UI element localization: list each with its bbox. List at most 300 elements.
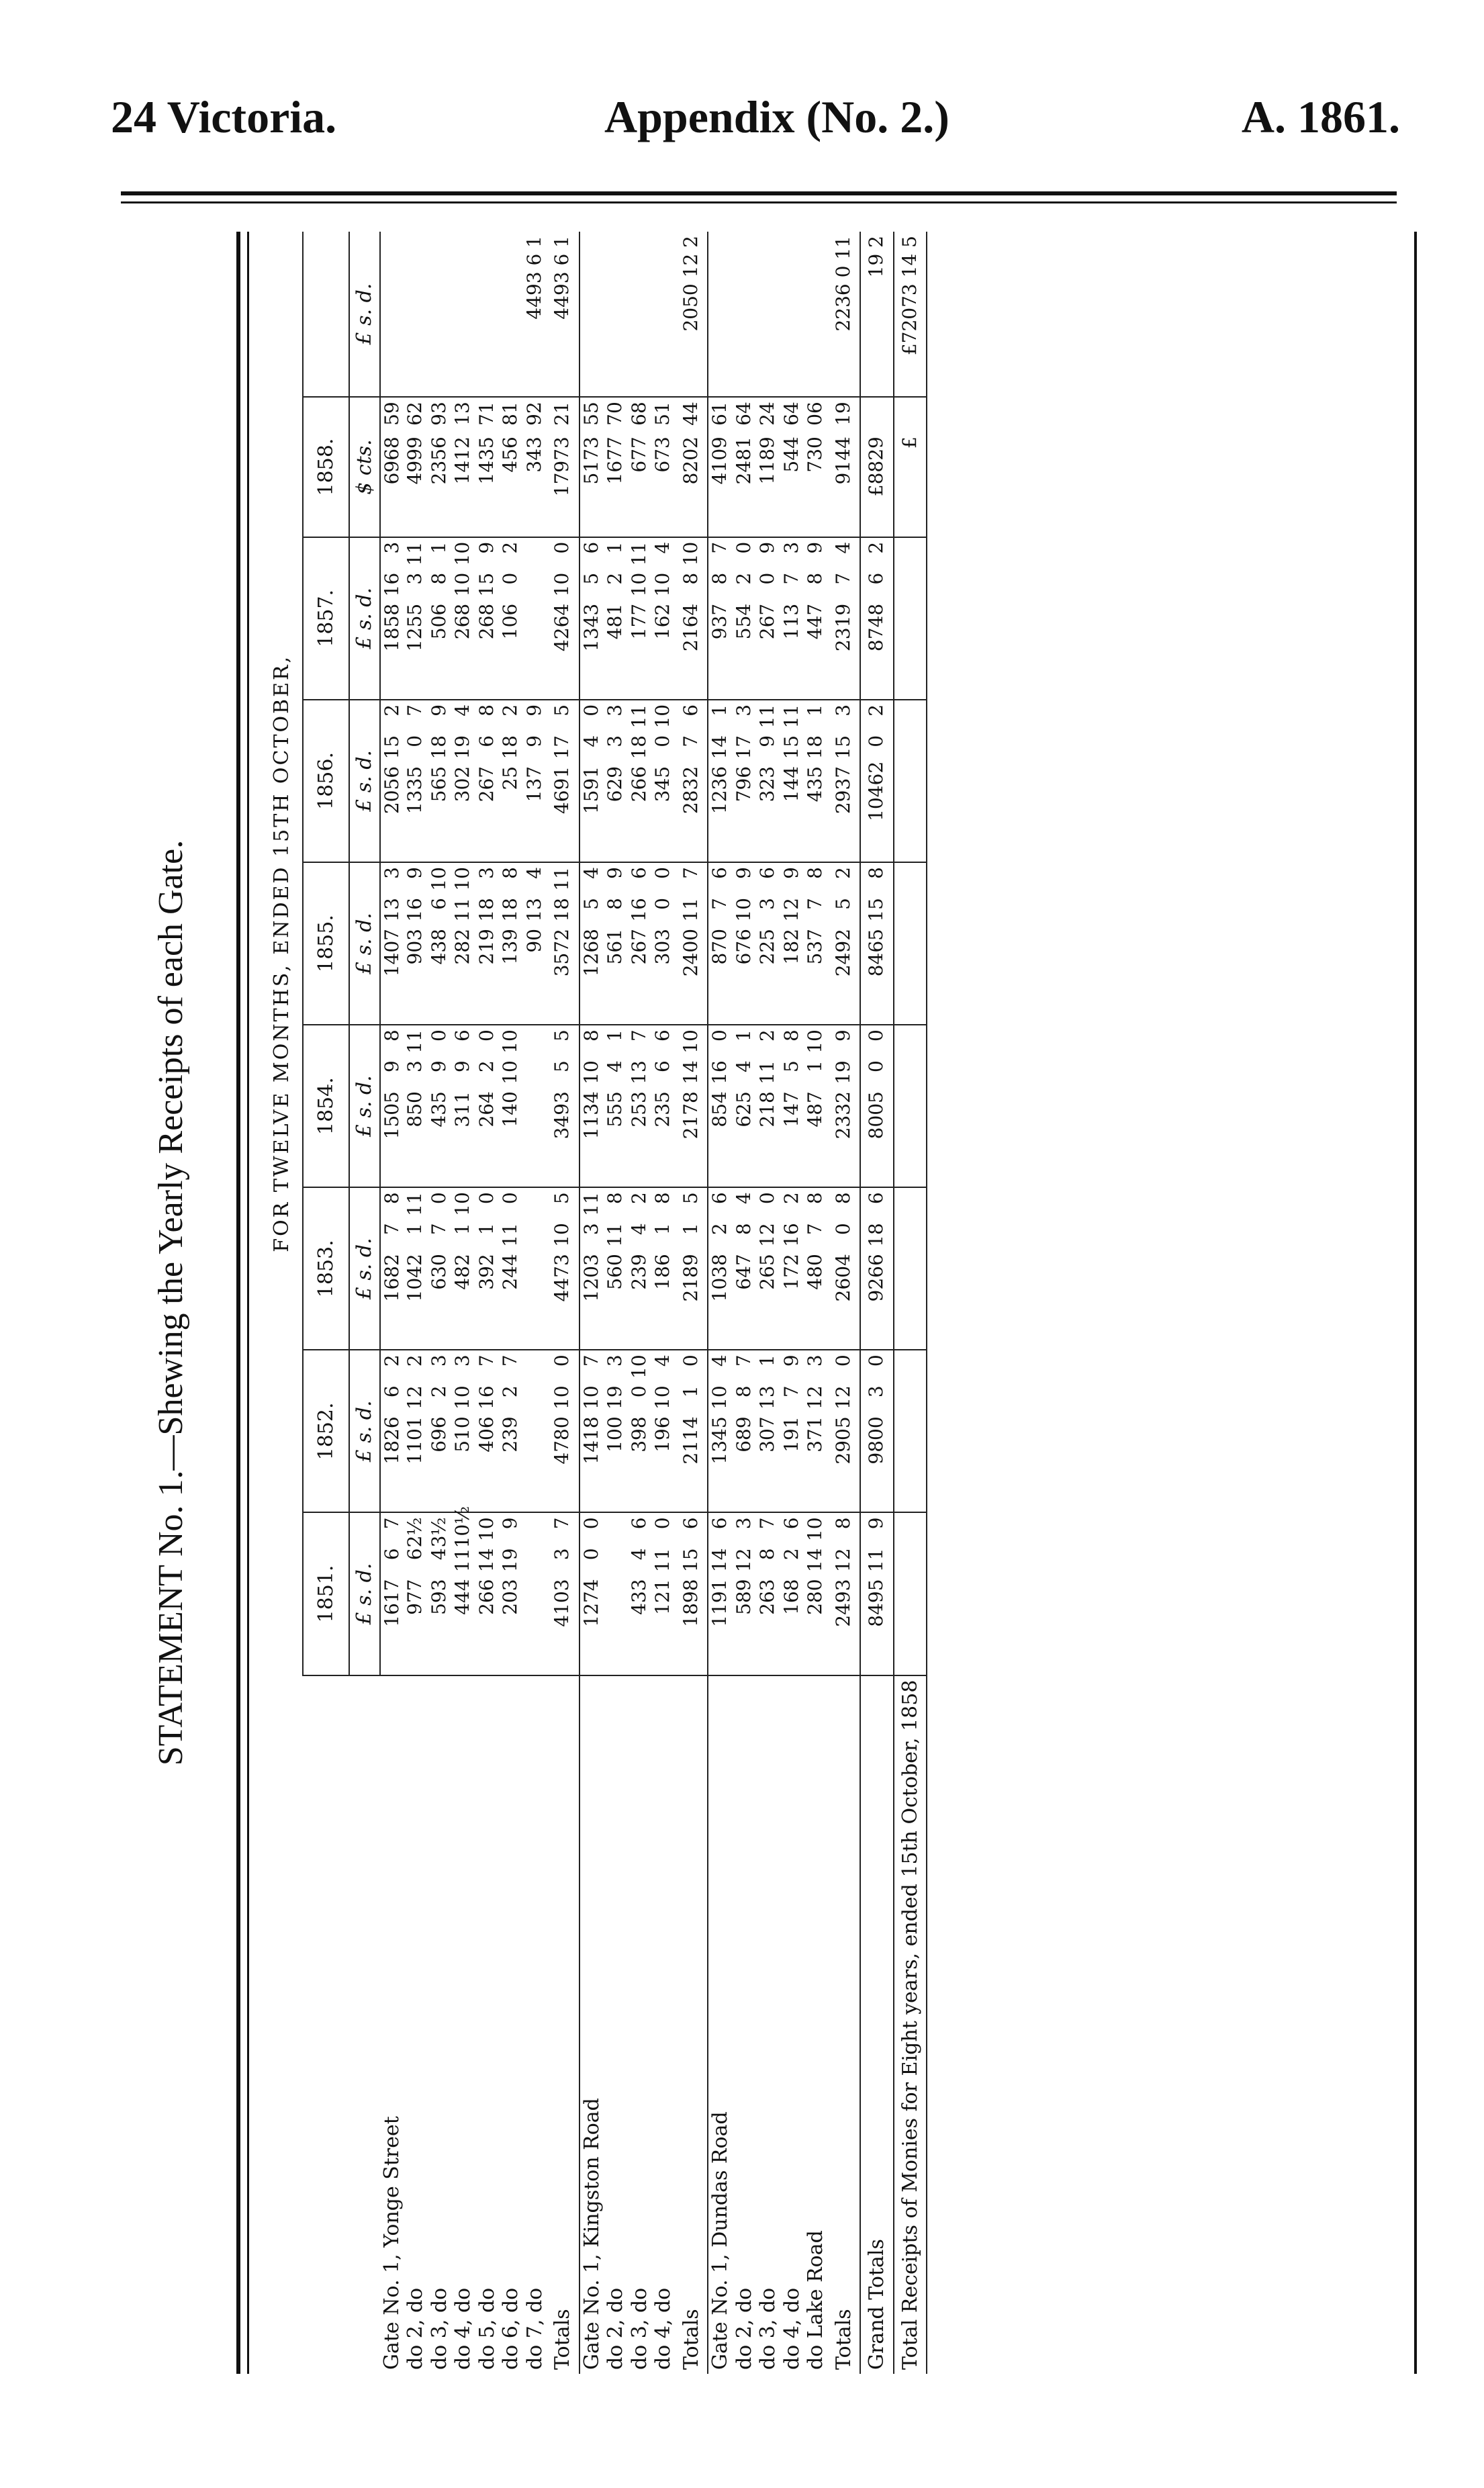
amount-part: 15 — [831, 735, 854, 759]
receipt-cell — [780, 862, 804, 1025]
amount-part: 6 — [708, 1192, 731, 1205]
amount-part: 0 — [651, 867, 674, 879]
receipt-cell — [708, 862, 733, 1025]
receipt-cell — [380, 1025, 404, 1187]
amount-part: 8 — [756, 1548, 778, 1561]
row-label: Gate No. 1, Kingston Road — [579, 2098, 604, 2370]
extra-unit-head: £ s. d. — [349, 232, 380, 397]
receipt-cell — [579, 1025, 604, 1187]
amount-part: 7 — [579, 1354, 602, 1367]
receipt-cell — [676, 1187, 708, 1350]
amount-part: 19 — [831, 1060, 854, 1085]
amount-part: 90 — [522, 929, 545, 953]
amount-part: 6968 — [380, 436, 403, 485]
amount-part: 10 — [551, 1223, 573, 1247]
receipt-cell — [404, 537, 428, 700]
amount-part: 265 — [756, 1254, 778, 1290]
receipt-cell — [628, 1512, 652, 1675]
amount-part: 8 — [604, 898, 626, 910]
amount-part: 11 — [404, 541, 426, 566]
amount-part: 4 — [579, 867, 602, 879]
amount-part: 11 — [404, 1192, 426, 1216]
amount-part: 9 — [604, 867, 626, 879]
amount-part: 3 — [780, 541, 802, 554]
amount-part: 6 — [427, 898, 450, 910]
amount-part: 44 — [679, 402, 702, 426]
amount-part: 1268 — [579, 929, 602, 977]
amount-part: 537 — [804, 929, 826, 965]
amount-part: 9 — [831, 1029, 854, 1042]
receipt-cell — [756, 397, 780, 537]
amount-part: 7 — [427, 1223, 450, 1236]
amount-part: 15 — [865, 898, 887, 922]
amount-part: 625 — [732, 1091, 755, 1127]
amount-part: 0 — [475, 1029, 498, 1042]
amount-part: £8829 — [865, 436, 887, 497]
receipt-cell — [604, 537, 628, 700]
receipt-cell — [676, 1025, 708, 1187]
receipt-cell — [404, 1350, 428, 1512]
totals-row — [894, 232, 927, 2374]
amount-part: 10 — [708, 1385, 731, 1410]
receipt-cell — [547, 1025, 579, 1187]
amount-part: 561 — [604, 929, 626, 965]
period-heading: FOR TWELVE MONTHS, ENDED 15TH OCTOBER, — [262, 232, 303, 1675]
amount-part: 3572 — [551, 929, 573, 977]
amount-part: 2905 — [831, 1416, 854, 1465]
amount-part: 6 — [404, 1548, 426, 1561]
amount-part: 9 — [380, 1060, 403, 1072]
amount-part: 2178 — [679, 1091, 702, 1140]
amount-part: 8 — [804, 572, 826, 585]
amount-part: 8 — [804, 867, 826, 879]
extra-cell — [780, 232, 804, 397]
amount-part: 11 — [499, 1223, 521, 1247]
amount-part: 177 — [627, 603, 650, 640]
amount-part: 14 — [708, 1548, 731, 1573]
receipt-cell — [523, 537, 547, 700]
amount-part: 2832 — [679, 766, 702, 815]
gate-row — [380, 232, 404, 2374]
amount-part: 0 — [865, 735, 887, 747]
amount-part: 06 — [804, 402, 826, 426]
amount-part: 589 — [732, 1579, 755, 1615]
amount-part: 12 — [732, 1548, 755, 1573]
frame-rule-left — [236, 232, 240, 2374]
amount-part: 7 — [679, 867, 702, 879]
receipt-cell — [579, 537, 604, 700]
amount-part: 8 — [732, 1385, 755, 1398]
amount-part: 3½ — [427, 1517, 450, 1548]
totals-row — [860, 232, 894, 2374]
amount-part: 3 — [380, 541, 403, 554]
receipt-cell — [475, 1025, 500, 1187]
amount-part: 7 — [380, 1517, 403, 1530]
gate-row — [523, 232, 547, 2374]
amount-part: 10 — [679, 541, 702, 566]
receipt-cell — [404, 700, 428, 862]
amount-part: 0 — [831, 1223, 854, 1236]
receipt-cell — [733, 1187, 757, 1350]
amount-part: 10 — [427, 867, 450, 891]
amount-part: 1345 — [708, 1416, 731, 1465]
row-label: Total Receipts of Monies for Eight years, ended 15th October, 1858 — [894, 1675, 927, 2374]
amount-part: 4473 — [551, 1254, 573, 1302]
amount-part: 14 — [804, 1548, 826, 1573]
amount-part: 0 — [475, 1192, 498, 1205]
receipt-cell — [651, 1187, 676, 1350]
amount-part: 4 — [831, 541, 854, 554]
amount-part: 0 — [865, 1029, 887, 1042]
amount-part: 398 — [627, 1416, 650, 1453]
amount-part: 8 — [380, 1192, 403, 1205]
amount-part: 9 — [780, 867, 802, 879]
amount-part: 7 — [780, 1385, 802, 1398]
amount-part: 196 — [651, 1416, 674, 1453]
amount-part: 4780 — [551, 1416, 573, 1465]
receipt-cell — [547, 700, 579, 862]
receipt-cell — [547, 1187, 579, 1350]
amount-part: 5 — [579, 572, 602, 585]
year-head: 1855. — [303, 862, 350, 1025]
receipt-cell — [475, 1512, 500, 1675]
year-head: 1852. — [303, 1350, 350, 1512]
amount-part: 6 — [651, 1029, 674, 1042]
receipt-cell — [628, 537, 652, 700]
amount-part: 0 — [579, 704, 602, 717]
amount-part: 6 — [865, 572, 887, 585]
amount-part: 4691 — [551, 766, 573, 815]
receipt-cell — [828, 1512, 861, 1675]
amount-part: 9 — [427, 1060, 450, 1072]
receipt-cell — [579, 397, 604, 537]
amount-part: 1042 — [404, 1254, 426, 1302]
receipt-cell — [804, 1025, 828, 1187]
amount-part: 3 — [732, 704, 755, 717]
amount-part: 10462 — [865, 761, 887, 821]
amount-part: 9 — [451, 1060, 473, 1072]
amount-part: 267 — [756, 603, 778, 640]
amount-part: 629 — [604, 766, 626, 802]
amount-part: 8 — [380, 1029, 403, 1042]
amount-part: 8 — [651, 1192, 674, 1205]
amount-part: 1677 — [604, 436, 626, 485]
amount-part: 268 — [475, 603, 498, 640]
extra-cell — [404, 232, 428, 397]
amount-part: 3 — [804, 1354, 826, 1367]
row-label: do 3, do — [427, 2287, 451, 2370]
receipt-cell — [756, 1025, 780, 1187]
amount-part: 7 — [756, 1517, 778, 1530]
receipt-cell — [428, 1187, 452, 1350]
amount-part: 19 — [604, 1385, 626, 1410]
amount-part: 266 — [627, 766, 650, 802]
amount-part: 0 — [756, 1192, 778, 1205]
gate-row — [733, 232, 757, 2374]
receipt-cell — [860, 862, 894, 1025]
receipt-cell — [604, 1350, 628, 1512]
receipt-cell — [894, 1187, 927, 1350]
amount-part: 1826 — [380, 1416, 403, 1465]
receipt-cell — [733, 700, 757, 862]
receipt-cell — [604, 397, 628, 537]
amount-part: 4 — [732, 1192, 755, 1205]
amount-part: 2½ — [404, 1517, 426, 1548]
amount-part: 487 — [804, 1091, 826, 1127]
amount-part: 16 — [708, 1060, 731, 1085]
amount-part: 71 — [475, 402, 498, 426]
amount-part: 9266 — [865, 1254, 887, 1302]
amount-part: 323 — [756, 766, 778, 802]
receipt-cell — [475, 397, 500, 537]
amount-part: 16 — [780, 1223, 802, 1247]
receipt-cell — [894, 1512, 927, 1675]
row-label: Gate No. 1, Dundas Road — [708, 2111, 732, 2370]
receipt-cell — [756, 700, 780, 862]
receipt-cell — [380, 700, 404, 862]
amount-part: 6 — [451, 1029, 473, 1042]
amount-part: 0 — [551, 1354, 573, 1367]
amount-part: 6 — [651, 1060, 674, 1072]
receipt-cell — [676, 537, 708, 700]
amount-part: 9 — [475, 541, 498, 554]
amount-part: 5 — [831, 898, 854, 910]
amount-part: 6 — [780, 1517, 802, 1530]
year-head: 1856. — [303, 700, 350, 862]
row-label: do 2, do — [604, 2287, 627, 2370]
extra-cell — [651, 232, 676, 397]
receipt-cell — [708, 700, 733, 862]
year-head: 1853. — [303, 1187, 350, 1350]
receipt-cell — [604, 862, 628, 1025]
amount-part: 267 — [475, 766, 498, 802]
receipt-cell — [499, 1350, 523, 1512]
amount-part: 12 — [780, 898, 802, 922]
receipt-cell — [894, 862, 927, 1025]
amount-part: 2 — [604, 572, 626, 585]
receipt-cell — [708, 397, 733, 537]
amount-part: 6 — [679, 704, 702, 717]
amount-part: 9 — [780, 1354, 802, 1367]
receipt-cell — [475, 700, 500, 862]
amount-part: 3 — [451, 1354, 473, 1367]
amount-part: 444 — [451, 1579, 473, 1615]
amount-part: 168 — [780, 1579, 802, 1615]
amount-part: 8465 — [865, 929, 887, 977]
receipt-cell — [708, 1025, 733, 1187]
amount-part: 5 — [780, 1060, 802, 1072]
amount-part: 673 — [651, 436, 674, 473]
gate-row — [756, 232, 780, 2374]
receipt-cell — [428, 1512, 452, 1675]
receipt-cell — [780, 1025, 804, 1187]
amount-part: 2 — [708, 1223, 731, 1236]
amount-part: 1134 — [579, 1091, 602, 1140]
amount-part: 2 — [780, 1548, 802, 1561]
amount-part: 11 — [627, 704, 650, 729]
amount-part: 6 — [579, 541, 602, 554]
amount-part: 406 — [475, 1416, 498, 1453]
amount-part: 0 — [679, 1354, 702, 1367]
gate-row — [708, 232, 733, 2374]
amount-part: 10 — [451, 1192, 473, 1216]
amount-part: 7 — [732, 1354, 755, 1367]
amount-part: 8 — [475, 704, 498, 717]
amount-part: 302 — [451, 766, 473, 802]
amount-part: 0 — [427, 1029, 450, 1042]
amount-part: 0 — [651, 1517, 674, 1530]
amount-part: 5 — [551, 704, 573, 717]
amount-part: 1236 — [708, 766, 731, 815]
amount-part: 3 — [551, 1548, 573, 1561]
extra-cell: 2050 12 2 — [676, 232, 708, 397]
amount-part: 0 — [499, 1192, 521, 1205]
amount-part: 1591 — [579, 766, 602, 815]
amount-part: 6 — [756, 867, 778, 879]
amount-part: 239 — [499, 1416, 521, 1453]
amount-part: 2 — [756, 1029, 778, 1042]
amount-part: 10 — [579, 1385, 602, 1410]
row-label: Totals — [547, 1675, 579, 2374]
gate-row — [628, 232, 652, 2374]
extra-cell — [579, 232, 604, 397]
amount-part: 137 — [522, 766, 545, 802]
receipt-cell — [547, 862, 579, 1025]
amount-part: 51 — [651, 402, 674, 426]
amount-part: 8005 — [865, 1091, 887, 1140]
unit-head: £ s. d. — [349, 537, 380, 700]
amount-part: 11 — [756, 1060, 778, 1085]
amount-part: 1189 — [756, 436, 778, 485]
amount-part: 2356 — [427, 436, 450, 485]
unit-head: £ s. d. — [349, 1350, 380, 1512]
receipt-cell — [828, 700, 861, 862]
amount-part: 0 — [404, 735, 426, 747]
extra-cell — [733, 232, 757, 397]
amount-part: 10 — [551, 1385, 573, 1410]
amount-part: 11 — [451, 1548, 473, 1573]
receipt-cell — [451, 1025, 475, 1187]
amount-part: 392 — [475, 1254, 498, 1290]
extra-cell — [380, 232, 404, 397]
amount-part: 11 — [865, 1548, 887, 1573]
amount-part: 203 — [499, 1579, 521, 1615]
amount-part: 8 — [499, 867, 521, 879]
amount-part: 2 — [865, 541, 887, 554]
receipt-cell — [828, 1025, 861, 1187]
receipt-cell — [628, 397, 652, 537]
gate-row — [451, 232, 475, 2374]
receipt-cell — [676, 700, 708, 862]
receipt-cell — [651, 1512, 676, 1675]
receipt-cell — [523, 1025, 547, 1187]
statement-title: STATEMENT No. 1.—Shewing the Yearly Receipts of each Gate. — [152, 839, 190, 1766]
receipt-cell — [756, 862, 780, 1025]
amount-part: 8 — [804, 1192, 826, 1205]
receipt-cell — [451, 700, 475, 862]
amount-part: 1 — [804, 704, 826, 717]
amount-part: 68 — [627, 402, 650, 426]
amount-part: 345 — [651, 766, 674, 802]
amount-part: 7 — [780, 572, 802, 585]
amount-part: 16 — [380, 572, 403, 597]
amount-part: 480 — [804, 1254, 826, 1290]
amount-part: 1 — [679, 1223, 702, 1236]
receipt-cell — [628, 1350, 652, 1512]
amount-part: 8 — [732, 1223, 755, 1236]
amount-part: 10 — [804, 1029, 826, 1054]
amount-part: 93 — [427, 402, 450, 426]
amount-part: 8 — [865, 867, 887, 879]
unit-head: £ s. d. — [349, 1512, 380, 1675]
amount-part: 0 — [551, 541, 573, 554]
amount-part: 70 — [604, 402, 626, 426]
receipt-cell — [579, 700, 604, 862]
amount-part: 7 — [708, 898, 731, 910]
amount-part: 10 — [579, 1060, 602, 1085]
amount-part: 937 — [708, 603, 731, 640]
receipt-cell — [651, 862, 676, 1025]
amount-part: 9 — [756, 735, 778, 747]
receipt-cell — [451, 397, 475, 537]
receipt-cell — [451, 537, 475, 700]
amount-part: 3 — [427, 1354, 450, 1367]
amount-part: 544 — [780, 436, 802, 473]
receipt-cell — [628, 700, 652, 862]
amount-part: 21 — [551, 402, 573, 426]
receipt-cell — [780, 1512, 804, 1675]
amount-part: 11 — [404, 1029, 426, 1054]
amount-part: 1418 — [579, 1416, 602, 1465]
amount-part: 12 — [804, 1385, 826, 1410]
amount-part: 2332 — [831, 1091, 854, 1140]
amount-part: 10 — [451, 1385, 473, 1410]
receipt-cell — [451, 862, 475, 1025]
amount-part: 9144 — [831, 436, 854, 485]
receipt-cell — [860, 1350, 894, 1512]
statement-rotated — [152, 232, 1403, 2374]
receipt-cell — [475, 537, 500, 700]
amount-part: 343 — [522, 436, 545, 473]
receipt-cell — [894, 397, 927, 537]
receipt-cell — [894, 1025, 927, 1187]
amount-part: 630 — [427, 1254, 450, 1290]
extra-cell — [499, 232, 523, 397]
amount-part: 9800 — [865, 1416, 887, 1465]
receipt-cell — [628, 1187, 652, 1350]
header-rule — [121, 191, 1397, 195]
amount-part: 17973 — [551, 436, 573, 497]
amount-part: 1191 — [708, 1579, 731, 1627]
extra-cell — [604, 232, 628, 397]
receipt-cell — [523, 700, 547, 862]
gate-row — [404, 232, 428, 2374]
receipt-cell — [733, 1350, 757, 1512]
amount-part: 0 — [831, 1354, 854, 1367]
receipt-cell — [547, 537, 579, 700]
amount-part: 5 — [551, 1060, 573, 1072]
amount-part: 3 — [404, 1060, 426, 1072]
amount-part: 8202 — [679, 436, 702, 485]
amount-part: 10½ — [451, 1506, 473, 1549]
receipt-cell — [523, 397, 547, 537]
amount-part: 61 — [708, 402, 731, 426]
amount-part: 1407 — [380, 929, 403, 977]
statement-frame — [152, 232, 1417, 2374]
amount-part: 12 — [404, 1385, 426, 1410]
amount-part: 4103 — [551, 1579, 573, 1627]
amount-part: 19 — [451, 735, 473, 759]
